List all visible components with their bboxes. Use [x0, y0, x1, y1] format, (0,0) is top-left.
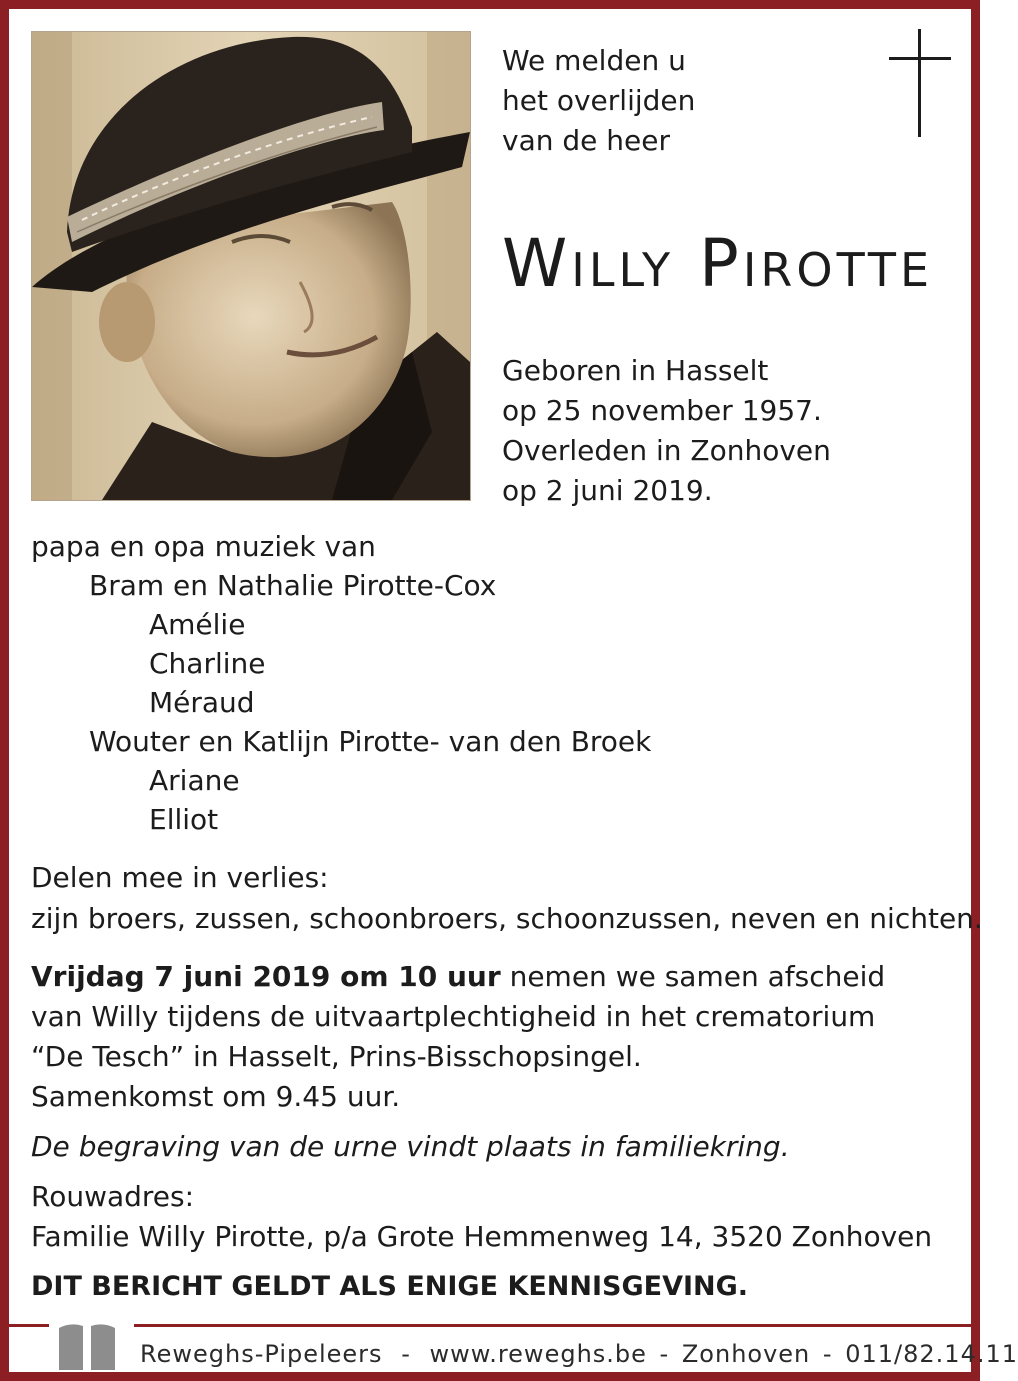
- family-heading: papa en opa muziek van: [31, 530, 376, 563]
- death-date-line: op 2 juni 2019.: [502, 474, 713, 507]
- family-couple: Bram en Nathalie Pirotte-Cox: [89, 569, 497, 602]
- address-text: Familie Willy Pirotte, p/a Grote Hemmenweg 14, 3520 Zonhoven: [31, 1220, 933, 1253]
- footer-separator: -: [659, 1340, 670, 1368]
- intro-line: We melden u: [502, 44, 686, 77]
- footer-website[interactable]: www.reweghs.be: [429, 1340, 647, 1368]
- death-line: Overleden in Zonhoven: [502, 434, 831, 467]
- footer-contact: [140, 1334, 1018, 1374]
- family-couple: Wouter en Katlijn Pirotte- van den Broek: [89, 725, 652, 758]
- cross-icon: [889, 29, 951, 143]
- funeral-home-logo-icon: [57, 1316, 123, 1374]
- ceremony-line: van Willy tijdens de uitvaartplechtigheid in het crematorium: [31, 1000, 876, 1033]
- ceremony-line1-rest: nemen we samen afscheid: [500, 960, 886, 993]
- ceremony-location: “De Tesch” in Hasselt, Prins-Bisschopsingel.: [31, 1040, 642, 1073]
- intro-text: [502, 41, 695, 161]
- footer-phone: 011/82.14.11: [845, 1340, 1018, 1368]
- sharing-relatives: zijn broers, zussen, schoonbroers, schoonzussen, neven en nichten.: [31, 902, 983, 935]
- burial-note: De begraving van de urne vindt plaats in familiekring.: [31, 1130, 790, 1163]
- birth-line: Geboren in Hasselt: [502, 354, 769, 387]
- footer-town: Zonhoven: [681, 1340, 811, 1368]
- mourning-address: [31, 1177, 932, 1257]
- footer-separator: -: [822, 1340, 833, 1368]
- gathering-time: Samenkomst om 9.45 uur.: [31, 1080, 401, 1113]
- grandchild: Méraud: [149, 686, 255, 719]
- family-list: [31, 527, 651, 839]
- intro-line: van de heer: [502, 124, 670, 157]
- grandchild: Elliot: [149, 803, 219, 836]
- footer-divider: [9, 1324, 49, 1327]
- grandchild: Amélie: [149, 608, 246, 641]
- footer-company: Reweghs-Pipeleers: [140, 1340, 383, 1368]
- ceremony-info: [31, 957, 885, 1117]
- sharing-loss: [31, 857, 983, 939]
- notice-text: DIT BERICHT GELDT ALS ENIGE KENNISGEVING.: [31, 1271, 749, 1302]
- birth-death-info: [502, 351, 831, 511]
- deceased-name: Willy Pirotte: [502, 225, 934, 302]
- portrait-photo: [31, 31, 471, 501]
- ceremony-datetime: Vrijdag 7 juni 2019 om 10 uur: [31, 960, 501, 993]
- intro-line: het overlijden: [502, 84, 696, 117]
- grandchild: Charline: [149, 647, 266, 680]
- grandchild: Ariane: [149, 764, 240, 797]
- birth-date-line: op 25 november 1957.: [502, 394, 822, 427]
- footer-divider: [134, 1324, 971, 1327]
- address-heading: Rouwadres:: [31, 1180, 195, 1213]
- sharing-heading: Delen mee in verlies:: [31, 861, 329, 894]
- ceremony-line: [31, 957, 885, 997]
- footer-separator: -: [401, 1340, 411, 1368]
